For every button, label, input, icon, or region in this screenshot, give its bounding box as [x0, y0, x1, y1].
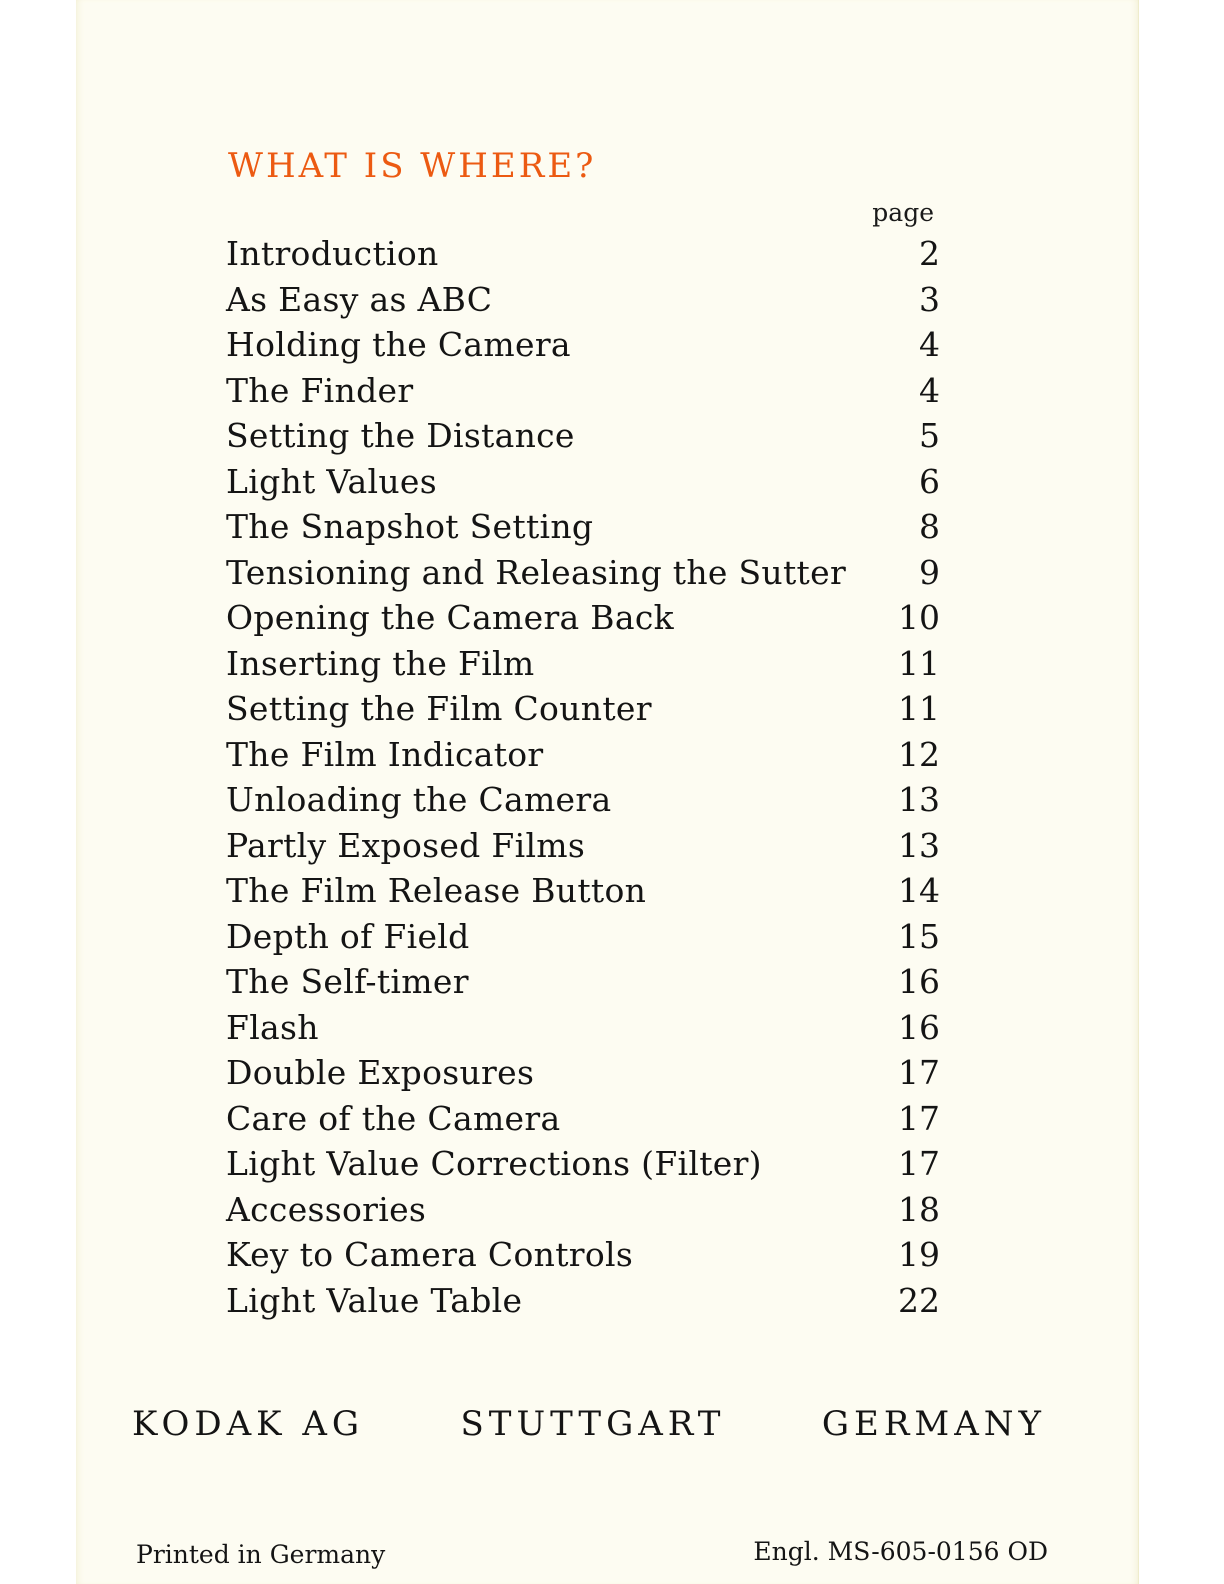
toc-entry	[226, 1235, 940, 1281]
toc-entry-title: The Snapshot Setting	[226, 507, 594, 546]
toc-entry	[226, 644, 940, 690]
toc-entry-title: Flash	[226, 1007, 319, 1047]
toc-entry	[226, 780, 940, 826]
page-title: WHAT IS WHERE?	[228, 146, 597, 186]
toc-entry	[226, 735, 940, 781]
page-column-label: page	[872, 198, 934, 227]
toc-entry	[226, 553, 940, 599]
toc-entry-title: Introduction	[226, 234, 439, 273]
publisher-city: STUTTGART	[460, 1404, 726, 1444]
toc-entry	[226, 507, 940, 553]
toc-entry-page: 14	[898, 871, 940, 910]
toc-entry-page: 6	[919, 461, 940, 501]
toc-entry-page: 12	[898, 734, 940, 774]
toc-entry-page: 17	[898, 1053, 940, 1092]
toc-entry-title: Setting the Distance	[226, 416, 575, 455]
toc-entry-page: 9	[919, 552, 940, 592]
toc-entry-page: 18	[898, 1189, 940, 1229]
toc-entry-page: 8	[919, 507, 940, 546]
publisher-country: GERMANY	[821, 1404, 1046, 1444]
toc-entry-page: 10	[898, 598, 940, 637]
toc-entry-title: Double Exposures	[226, 1053, 535, 1092]
toc-entry-title: The Self-timer	[226, 962, 469, 1001]
toc-entry	[226, 416, 940, 462]
toc-entry	[226, 325, 940, 371]
toc-entry-page: 17	[898, 1098, 940, 1138]
toc-entry-page: 19	[898, 1235, 940, 1274]
toc-entry-page: 11	[898, 643, 940, 683]
toc-entry	[226, 371, 940, 417]
toc-entry-title: As Easy as ABC	[226, 279, 493, 319]
toc-entry-title: Tensioning and Releasing the Sutter	[226, 552, 847, 592]
toc-entry	[226, 1008, 940, 1054]
toc-entry-page: 11	[898, 689, 940, 728]
toc-entry-title: Unloading the Camera	[226, 780, 612, 819]
toc-entry	[226, 917, 940, 963]
toc-entry-title: Setting the Film Counter	[226, 689, 652, 728]
table-of-contents	[226, 234, 940, 1326]
toc-entry	[226, 871, 940, 917]
toc-entry-title: The Finder	[226, 370, 414, 410]
toc-entry-page: 5	[919, 416, 940, 455]
toc-entry	[226, 1281, 940, 1327]
toc-entry-page: 13	[898, 780, 940, 819]
toc-entry-title: The Film Release Button	[226, 871, 647, 910]
toc-entry	[226, 1099, 940, 1145]
toc-entry	[226, 1144, 940, 1190]
publisher-company: KODAK AG	[132, 1404, 365, 1444]
toc-entry-page: 17	[898, 1144, 940, 1183]
toc-entry-page: 16	[898, 962, 940, 1001]
toc-entry-title: Partly Exposed Films	[226, 825, 586, 865]
toc-entry-title: Key to Camera Controls	[226, 1235, 634, 1274]
toc-entry	[226, 1190, 940, 1236]
toc-entry	[226, 689, 940, 735]
toc-entry-page: 22	[898, 1280, 940, 1320]
toc-entry-title: Accessories	[226, 1189, 427, 1229]
publication-code: Engl. MS-605-0156 OD	[753, 1537, 1048, 1566]
toc-entry	[226, 462, 940, 508]
toc-entry-title: Care of the Camera	[226, 1098, 561, 1138]
publisher-line	[132, 1404, 1046, 1444]
toc-entry	[226, 1053, 940, 1099]
toc-entry-page: 13	[898, 825, 940, 865]
toc-entry	[226, 598, 940, 644]
toc-entry-page: 16	[898, 1007, 940, 1047]
toc-entry-page: 3	[919, 279, 940, 319]
toc-entry-title: The Film Indicator	[226, 734, 544, 774]
toc-entry-title: Opening the Camera Back	[226, 598, 674, 637]
toc-entry-title: Light Value Table	[226, 1280, 523, 1320]
toc-entry	[226, 280, 940, 326]
toc-entry	[226, 962, 940, 1008]
toc-entry-page: 4	[919, 370, 940, 410]
toc-entry-title: Light Values	[226, 461, 437, 501]
toc-entry-title: Light Value Corrections (Filter)	[226, 1144, 762, 1183]
toc-entry	[226, 234, 940, 280]
toc-entry-page: 15	[898, 916, 940, 956]
toc-entry-title: Depth of Field	[226, 916, 470, 956]
toc-entry-title: Holding the Camera	[226, 325, 571, 364]
toc-entry	[226, 826, 940, 872]
toc-entry-title: Inserting the Film	[226, 643, 535, 683]
toc-entry-page: 2	[919, 234, 940, 273]
toc-entry-page: 4	[919, 325, 940, 364]
printed-in-note: Printed in Germany	[136, 1540, 386, 1569]
